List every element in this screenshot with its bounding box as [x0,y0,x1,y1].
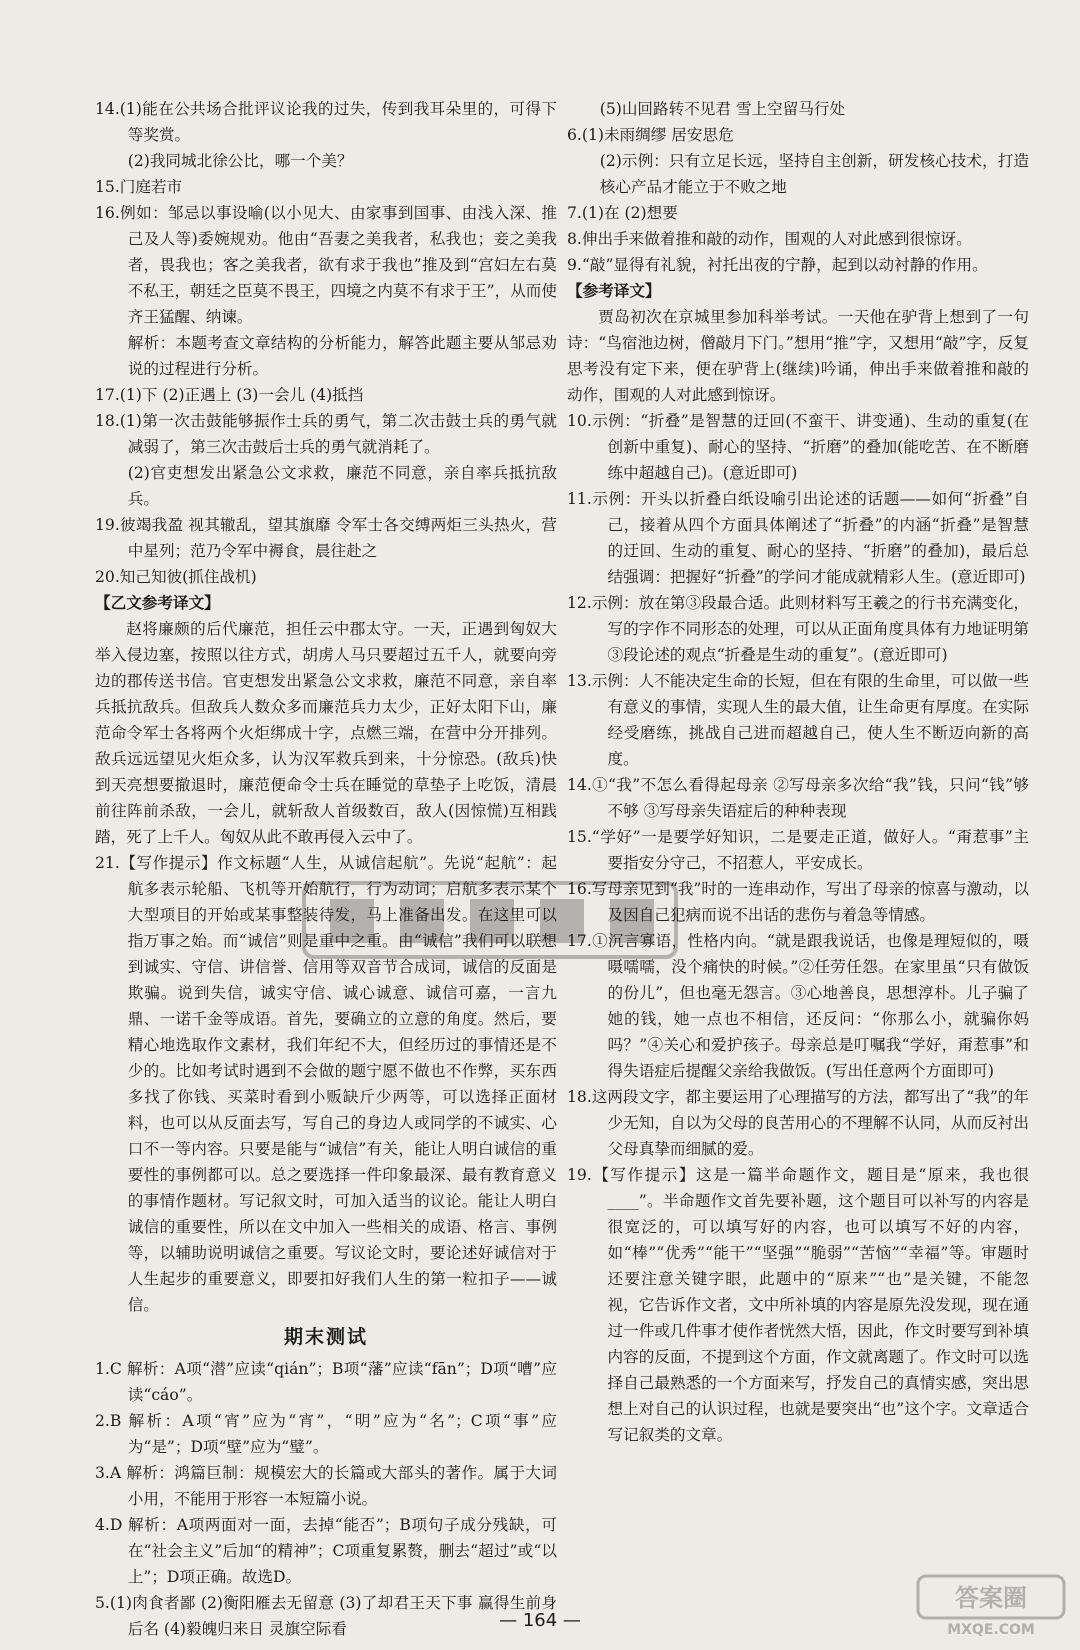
answer-paragraph-right-13: 15.“学好”一是要学好知识，二是要走正道，做好人。“甭惹事”主要指安分守己，不招惹人，平安成长。 [567,828,1029,872]
answer-paragraph-right-0: (5)山回路转不见君 雪上空留马行处 [599,100,846,118]
final-test-answer-0: 1.C 解析：A项“潜”应读“qián”；B项“藩”应读“fān”；D项“嘈”应读“cáo”。 [95,1360,557,1404]
right-column [567,96,1029,1448]
answer-paragraph-12: 21.【写作提示】作文标题“人生，从诚信起航”。先说“起航”：起航多表示轮船、飞机等开始航行，行为动词；启航多表示某个大型项目的开始或某事整装待发，马上准备出发。在这里可以指万事之始。而“诚信”则是重中之重。由“诚信”我们可以联想到诚实、守信、讲信誉、信用等双音节合成词，诚信的反面是欺骗。说到失信，诚实守信、诚心诚意、诚信可嘉，一言九鼎、一诺千金等成语。首先，要确立的立意的角度。然后，要精心地选取作文素材，我们年纪不大，但经历过的事情还是不少的。比如考试时遇到不会做的题宁愿不做也不作弊，买东西多找了你钱、买菜时看到小贩缺斤少两等，可以选择正面材料，也可以从反面去写，写自己的身边人或同学的不诚实、心口不一等内容。只要是能与“诚信”有关，能让人明白诚信的重要性的事例都可以。总之要选择一件印象最深、最有教育意义的事情作题材。写记叙文时，可加入适当的议论。能让人明白诚信的重要性，所以在文中加入一些相关的成语、格言、事例等，以辅助说明诚信之重要。写议论文时，要论述好诚信对于人生起步的重要意义，即要扣好我们人生的第一粒扣子——诚信。 [95,854,557,1314]
answer-paragraph-right-8: 10.示例：“折叠”是智慧的迂回(不蛮干、讲变通)、生动的重复(在创新中重复)、耐心的坚持、“折磨”的叠加(能吃苦、在不断磨练中超越自己)。(意近即可) [567,412,1029,482]
answer-paragraph-1: (2)我同城北徐公比，哪一个美？ [127,152,353,170]
final-test-answer-3: 4.D 解析：A项两面对一面，去掉“能否”；B项句子成分残缺，可在“社会主义”后加“的精神”；C项重复累赘，删去“超过”或“以上”；D项正确。故选D。 [95,1516,557,1586]
answer-paragraph-0: 14.(1)能在公共场合批评议论我的过失，传到我耳朵里的，可得下等奖赏。 [95,100,557,144]
answer-paragraph-right-5: 9.“敲”显得有礼貌，衬托出夜的宁静，起到以动衬静的作用。 [567,256,988,274]
answer-paragraph-8: 19.彼竭我盈 视其辙乱，望其旗靡 令军士各交缚两炬三头热火，营中星列；范乃令军中褥食，晨往赴之 [95,516,557,560]
answer-paragraph-right-4: 8.伸出手来做着推和敲的动作，围观的人对此感到很惊讶。 [567,230,972,248]
answer-paragraph-right-12: 14.①“我”不怎么看得起母亲 ②写母亲多次给“我”钱，只问“钱”够不够 ③写母亲失语症后的种种表现 [567,776,1029,820]
page-number: — 164 — [499,1610,581,1631]
answer-paragraph-9: 20.知己知彼(抓住战机) [95,568,257,586]
answer-paragraph-right-16: 18.这两段文字，都主要运用了心理描写的方法，都写出了“我”的年少无知，自以为父母的良苦用心的不理解不认同，从而反衬出父母真挚而细腻的爱。 [567,1088,1029,1158]
answer-paragraph-5: 17.(1)下 (2)正遇上 (3)一会儿 (4)抵挡 [95,386,364,404]
answer-paragraph-11: 赵将廉颇的后代廉范，担任云中郡太守。一天，正遇到匈奴大举入侵边塞，按照以往方式，胡虏人马只要超过五千人，就要向旁边的郡传送书信。官吏想发出紧急公文求救，廉范不同意，亲自率兵抵抗敌兵。但敌兵人数众多而廉范兵力太少，正好太阳下山，廉范命令军士各将两个火炬绑成十字，点燃三端，在营中分开排列。敌兵远远望见火炬众多，认为汉军救兵到来，十分惊恐。(敌兵)快到天亮想要撤退时，廉范便命令士兵在睡觉的草垫子上吃饭，清晨前往阵前杀敌，一会儿，就斩敌人首级数百，敌人(因惊慌)互相践踏，死了上千人。匈奴从此不敢再侵入云中了。 [95,620,557,846]
answer-paragraph-3: 16.例如：邹忌以事设喻(以小见大、由家事到国事、由浅入深、推己及人等)委婉规劝。他由“吾妻之美我者，私我也；妾之美我者，畏我也；客之美我者，欲有求于我也”推及到“宫妇左右莫不私王，朝廷之臣莫不畏王，四境之内莫不有求于王”，从而使齐王猛醒、纳谏。 [95,204,557,326]
left-column [95,96,557,1642]
answer-paragraph-right-10: 12.示例：放在第③段最合适。此则材料写王羲之的行书充满变化，写的字作不同形态的处理，可以从正面角度具体有力地证明第③段论述的观点“折叠是生动的重复”。(意近即可) [567,594,1029,664]
answer-paragraph-10: 【乙文参考译文】 [95,593,220,612]
svg-text:答案圈: 答案圈 [955,1584,1027,1612]
answer-paragraph-right-7: 贾岛初次在京城里参加科举考试。一天他在驴背上想到了一句诗：“鸟宿池边树，僧敲月下门。”想用“推”字，又想用“敲”字，反复思考没有定下来，便在驴背上(继续)吟诵，伸出手来做着推和敲的动作，围观的人对此感到惊讶。 [567,308,1029,404]
answer-paragraph-6: 18.(1)第一次击鼓能够振作士兵的勇气，第二次击鼓士兵的勇气就减弱了，第三次击鼓后士兵的勇气就消耗了。 [95,412,557,456]
final-test-answer-4: 5.(1)肉食者鄙 (2)衡阳雁去无留意 (3)了却君王天下事 赢得生前身后名 (4)毅魄归来日 灵旗空际看 [95,1594,557,1638]
answer-paragraph-right-6: 【参考译文】 [567,281,661,300]
answer-paragraph-right-17: 19.【写作提示】这是一篇半命题作文，题目是“原来，我也很____”。半命题作文首先要补题，这个题目可以补写的内容是很宽泛的，可以填写好的内容，也可以填写不好的内容，如“棒”“优秀”“能干”“坚强”“脆弱”“苦恼”“幸福”等。审题时还要注意关键字眼，此题中的“原来”“也”是关键，不能忽视，它告诉作文者，文中所补填的内容是原先没发现，现在通过一件或几件事才使作者恍然大悟，因此，作文时要写到补填内容的反面，不提到这个方面，作文就离题了。作文时可以选择自己最熟悉的一个方面来写，抒发自己的真情实感，突出思想上对自己的认识过程，也就是要突出“也”这个字。文章适合写记叙类的文章。 [567,1166,1029,1444]
final-test-answer-1: 2.B 解析：A项“宵”应为“宵”，“明”应为“名”；C项“事”应为“是”；D项“壁”应为“璧”。 [95,1412,557,1456]
answer-paragraph-right-3: 7.(1)在 (2)想要 [567,204,678,222]
section-title-final-test: 期末测试 [283,1326,368,1348]
answer-paragraph-right-15: 17.①沉言寡语，性格内向。“就是跟我说话，也像是理短似的，嗫嗫嚅嚅，没个痛快的时候。”②任劳任怨。在家里虽“只有做饭的份儿”，但也毫无怨言。③心地善良，思想淳朴。儿子骗了她的钱，她一点也不相信，还反问：“你那么小，就骗你妈吗？”④关心和爱护孩子。母亲总是叮嘱我“学好，甭惹事”和得失语症后提醒父亲给我做饭。(写出任意两个方面即可) [567,932,1029,1080]
answer-paragraph-2: 15.门庭若市 [95,178,183,196]
corner-logo [916,1572,1066,1640]
answer-paragraph-4: 解析：本题考查文章结构的分析能力，解答此题主要从邹忌劝说的过程进行分析。 [127,334,557,378]
answer-paragraph-right-1: 6.(1)未雨绸缪 居安思危 [567,126,734,144]
answer-paragraph-7: (2)官吏想发出紧急公文求救，廉范不同意，亲自率兵抵抗敌兵。 [127,464,557,508]
answer-paragraph-right-14: 16.写母亲见到“我”时的一连串动作，写出了母亲的惊喜与激动，以及因自己犯病而说不出话的悲伤与着急等情感。 [567,880,1029,924]
answer-paragraph-right-2: (2)示例：只有立足长远，坚持自主创新，研发核心技术，打造核心产品才能立于不败之地 [599,152,1029,196]
answer-paragraph-right-9: 11.示例：开头以折叠白纸设喻引出论述的话题——如何“折叠”自己，接着从四个方面具体阐述了“折叠”的内涵“折叠”是智慧的迂回、生动的重复、耐心的坚持、“折磨”的叠加)，最后总结强调：把握好“折叠”的学问才能成就精彩人生。(意近即可) [567,490,1029,586]
answer-paragraph-right-11: 13.示例：人不能决定生命的长短，但在有限的生命里，可以做一些有意义的事情，实现人生的最大值，让生命更有厚度。在实际经受磨练，挑战自己进而超越自己，使人生不断迈向新的高度。 [567,672,1029,768]
svg-text:MXQE.COM: MXQE.COM [947,1622,1035,1638]
final-test-answer-2: 3.A 解析：鸿篇巨制：规模宏大的长篇或大部头的著作。属于大词小用，不能用于形容一本短篇小说。 [95,1464,557,1508]
